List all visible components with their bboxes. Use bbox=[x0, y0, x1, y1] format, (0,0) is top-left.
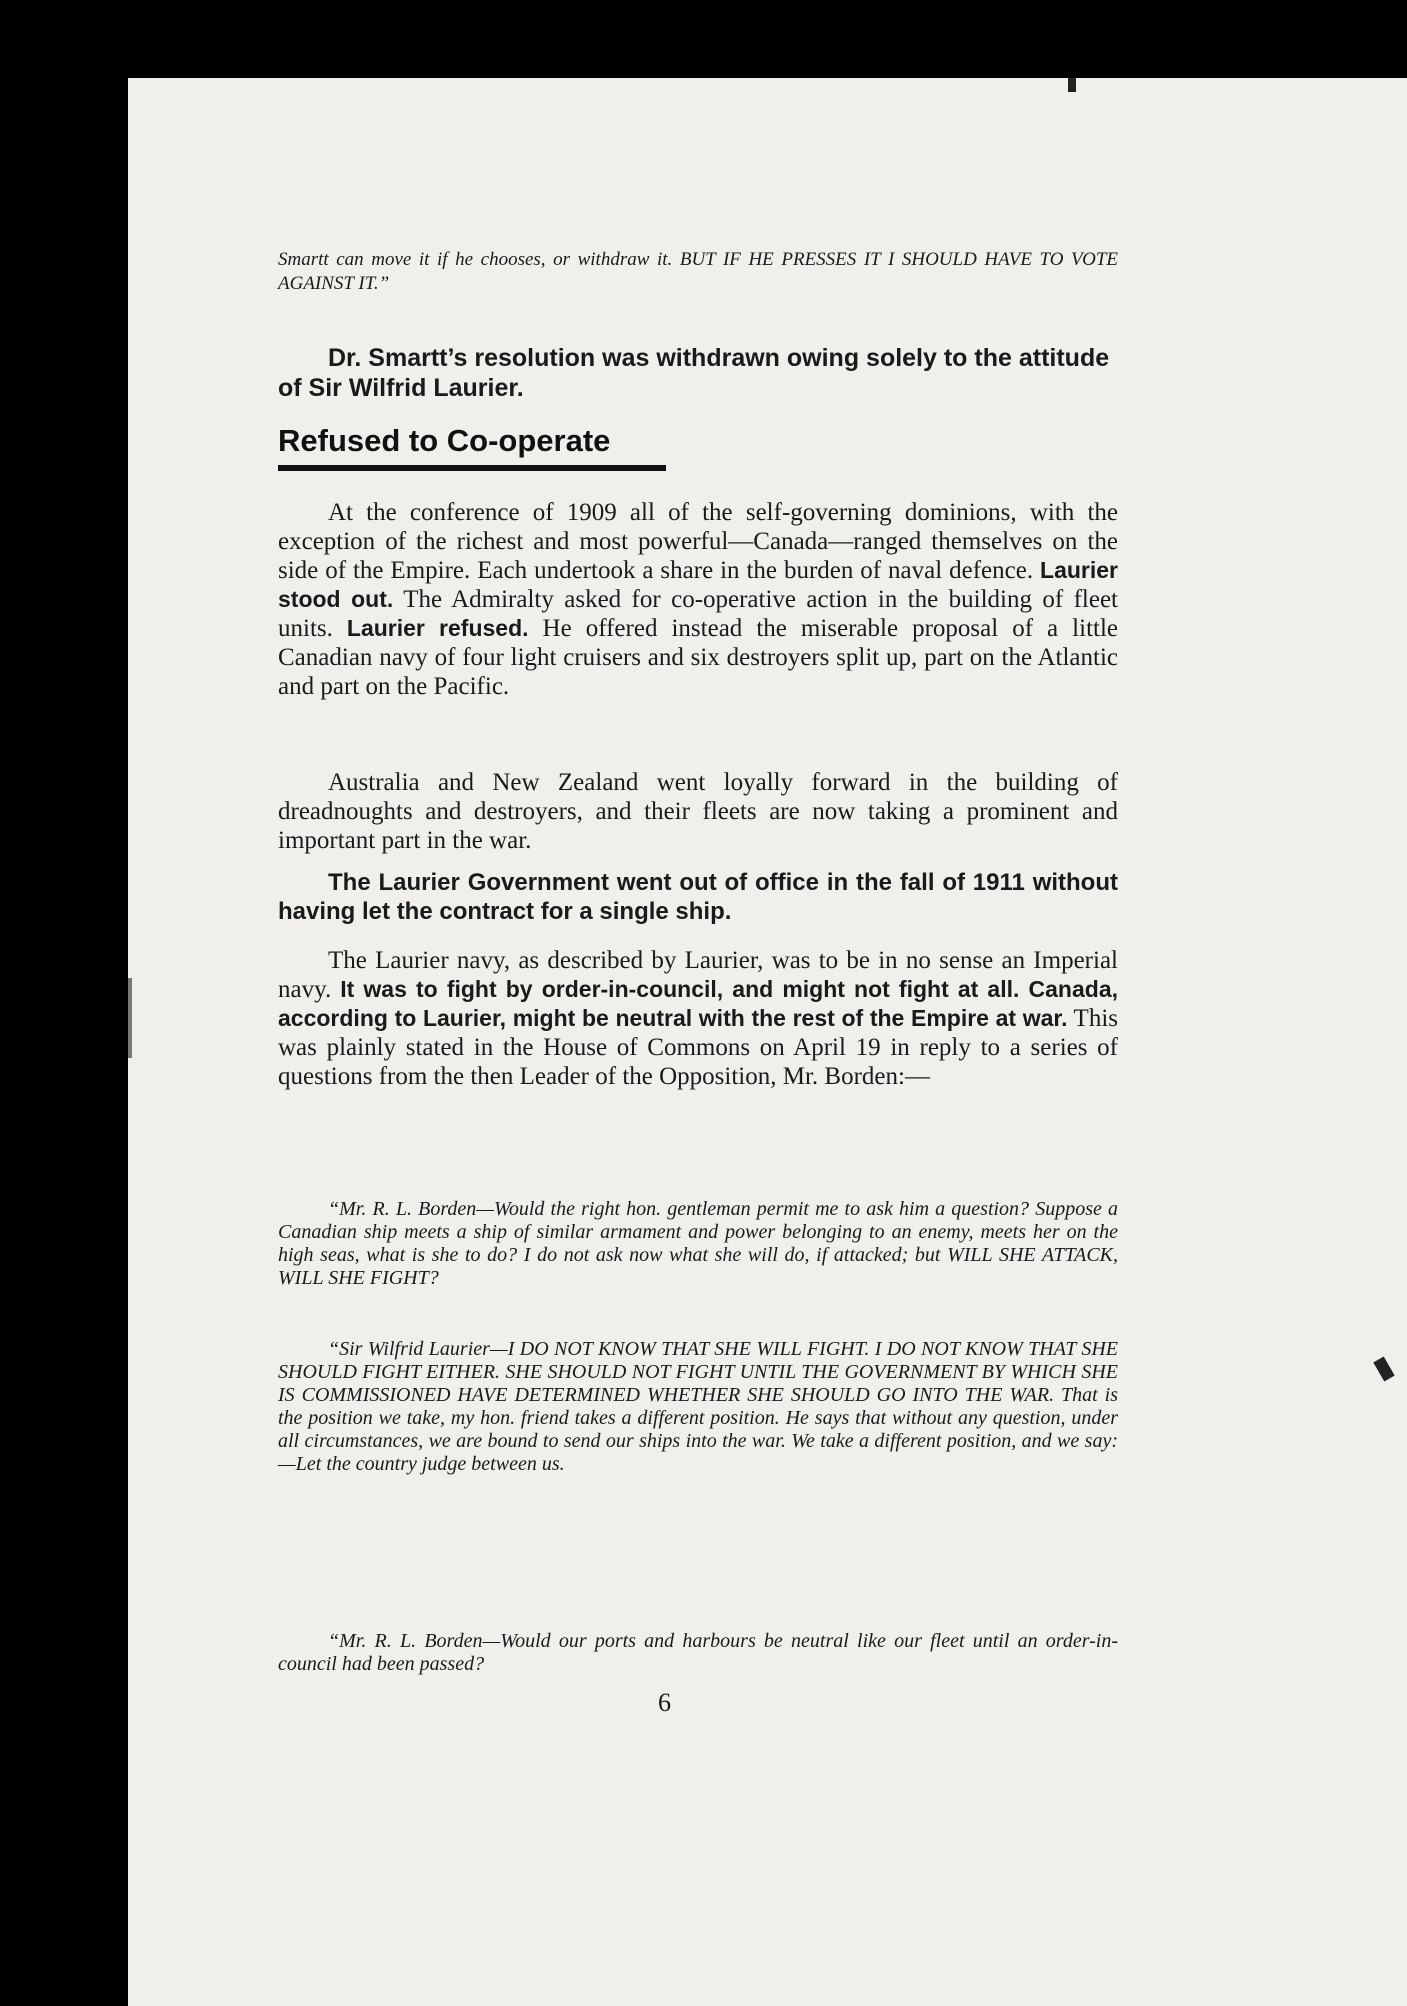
paragraph-text: At the conference of 1909 all of the self-governing dominions, with the exception of the richest and most powerful—Canada—ranged themselves on the side of the Empire. Each undertook a share in the burden of naval defence. bbox=[278, 499, 1118, 584]
paragraph-conference bbox=[278, 498, 1118, 701]
emphasis-text: Laurier stood out. bbox=[278, 557, 1118, 612]
quote-borden-2: “Mr. R. L. Borden—Would our ports and harbours be neutral like our fleet until an order-in-council had been passed? bbox=[278, 1630, 1118, 1675]
quote-top: Smartt can move it if he chooses, or withdraw it. BUT IF HE PRESSES IT I SHOULD HAVE TO VOTE AGAINST IT.” bbox=[278, 249, 1118, 294]
scan-speck bbox=[1068, 78, 1076, 92]
quote-laurier: “Sir Wilfrid Laurier—I DO NOT KNOW THAT SHE WILL FIGHT. I DO NOT KNOW THAT SHE SHOULD FIGHT EITHER. SHE SHOULD NOT FIGHT UNTIL THE GOVERNMENT BY WHICH SHE IS COMMISSIONED HAVE DETERMINED WHETHER SHE SHOULD GO INTO THE WAR. That is the position we take, my hon. friend takes a different position. He says that without any question, under all circumstances, we are bound to send our ships into the war. We take a different position, and we say:—Let the country judge between us. bbox=[278, 1338, 1118, 1475]
quote-borden-1: “Mr. R. L. Borden—Would the right hon. gentleman permit me to ask him a question? Suppose a Canadian ship meets a ship of similar armament and power belonging to an enemy, meets her on the high seas, what is she to do? I do not ask now what she will do, if attacked; but WILL SHE ATTACK, WILL SHE FIGHT? bbox=[278, 1198, 1118, 1289]
withdrawn-statement: Dr. Smartt’s resolution was withdrawn owing solely to the attitude of Sir Wilfrid Laurier. bbox=[278, 344, 1110, 402]
paragraph-text: He offered instead the miserable proposal of a little Canadian navy of four light cruisers and six destroyers split up, part on the Atlantic and part on the Pacific. bbox=[278, 615, 1119, 700]
emphasis-text: Laurier refused. bbox=[346, 615, 529, 641]
emphasis-text: It was to fight by order-in-council, and might not fight at all. Canada, according to Laurier, might be neutral with the rest of the Empire at war. bbox=[278, 976, 1118, 1031]
paragraph-text: This was plainly stated in the House of Commons on April 19 in reply to a series of questions from the then Leader of the Opposition, Mr. Borden:— bbox=[278, 1005, 1118, 1090]
paragraph-laurier-navy bbox=[278, 946, 1118, 1091]
scan-speck bbox=[1373, 1356, 1394, 1381]
document-page bbox=[128, 78, 1407, 2006]
paragraph-text: The Admiralty asked for co-operative action in the building of fleet units. bbox=[278, 586, 1119, 642]
scan-speck bbox=[128, 978, 132, 1058]
paragraph-laurier-government: The Laurier Government went out of office in the fall of 1911 without having let the contract for a single ship. bbox=[278, 869, 1118, 925]
page-number: 6 bbox=[658, 1688, 671, 1717]
paragraph-text: The Laurier navy, as described by Laurier, was to be in no sense an Imperial navy. bbox=[278, 947, 1118, 1003]
section-heading: Refused to Co-operate bbox=[278, 423, 666, 471]
paragraph-australia: Australia and New Zealand went loyally forward in the building of dreadnoughts and destroyers, and their fleets are now taking a prominent and important part in the war. bbox=[278, 769, 1118, 854]
